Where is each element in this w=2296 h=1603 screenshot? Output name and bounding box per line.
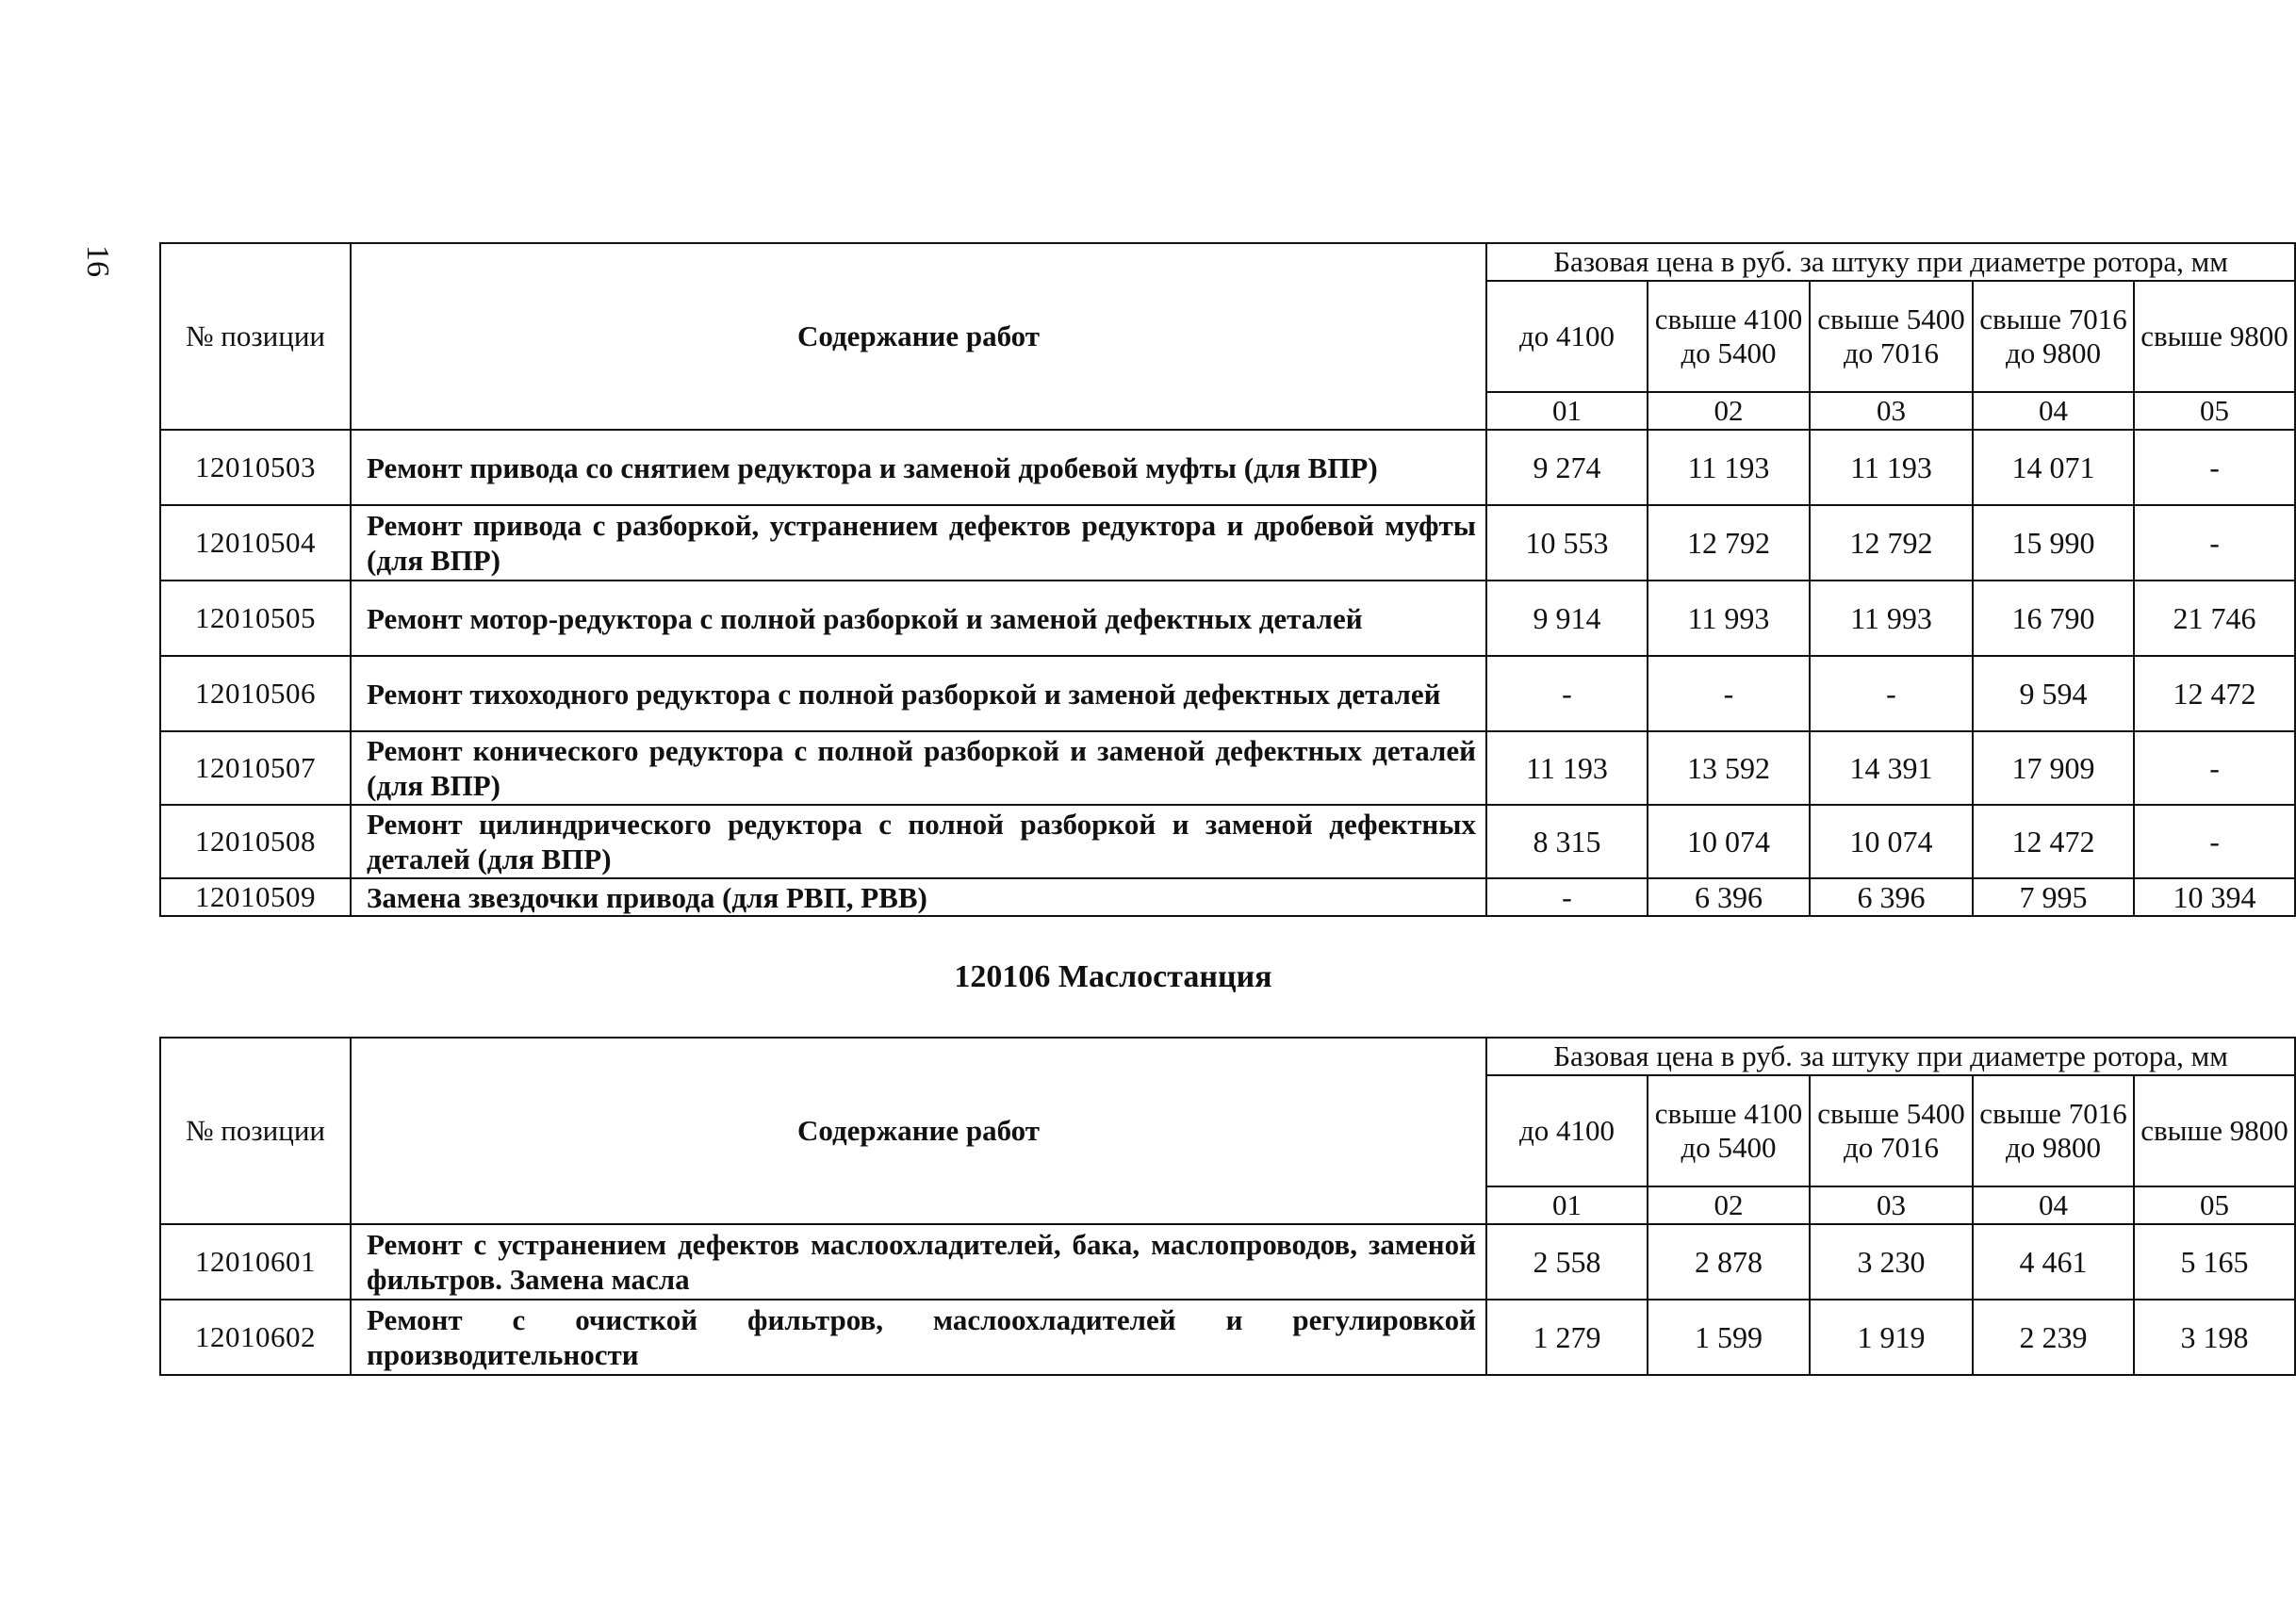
- price-cell: 8 315: [1486, 805, 1648, 878]
- price-cell: 14 071: [1973, 430, 2134, 505]
- work-description: Ремонт мотор-редуктора с полной разборкой и заменой дефектных деталей: [351, 581, 1486, 656]
- price-cell: 9 274: [1486, 430, 1648, 505]
- price-cell: 12 472: [1973, 805, 2134, 878]
- price-cell: 10 074: [1648, 805, 1810, 878]
- work-description: Замена звездочки привода (для РВП, РВВ): [351, 878, 1486, 916]
- price-cell: 3 230: [1810, 1224, 1973, 1300]
- work-description: Ремонт с устранением дефектов маслоохладителей, бака, маслопроводов, заменой фильтров. Замена масла: [351, 1224, 1486, 1300]
- diameter-range-header: свыше 9800: [2134, 1075, 2295, 1186]
- column-code: 04: [1973, 392, 2134, 430]
- table-row: [160, 581, 2295, 656]
- table-row: [160, 505, 2295, 581]
- price-cell: 6 396: [1648, 878, 1810, 916]
- price-group-header: Базовая цена в руб. за штуку при диаметре ротора, мм: [1486, 1038, 2295, 1075]
- diameter-range-header: свыше 4100 до 5400: [1648, 1075, 1810, 1186]
- price-cell: -: [2134, 805, 2295, 878]
- table-row: [160, 731, 2295, 805]
- position-code: 12010601: [160, 1224, 351, 1300]
- column-code: 02: [1648, 1186, 1810, 1224]
- price-cell: 21 746: [2134, 581, 2295, 656]
- price-table-2: [159, 1037, 2296, 1376]
- page-number: 16: [80, 245, 115, 277]
- column-code: 01: [1486, 392, 1648, 430]
- column-code: 01: [1486, 1186, 1648, 1224]
- position-code: 12010504: [160, 505, 351, 581]
- price-group-header: Базовая цена в руб. за штуку при диаметре ротора, мм: [1486, 243, 2295, 281]
- price-cell: 2 878: [1648, 1224, 1810, 1300]
- price-cell: 1 919: [1810, 1300, 1973, 1375]
- price-cell: 1 599: [1648, 1300, 1810, 1375]
- price-cell: 12 792: [1810, 505, 1973, 581]
- price-cell: 11 193: [1810, 430, 1973, 505]
- diameter-range-header: свыше 7016 до 9800: [1973, 281, 2134, 392]
- column-code: 03: [1810, 1186, 1973, 1224]
- price-cell: 17 909: [1973, 731, 2134, 805]
- price-cell: 5 165: [2134, 1224, 2295, 1300]
- price-cell: 12 472: [2134, 656, 2295, 731]
- price-cell: 14 391: [1810, 731, 1973, 805]
- price-cell: 11 193: [1486, 731, 1648, 805]
- content-header: Содержание работ: [351, 243, 1486, 430]
- price-cell: 1 279: [1486, 1300, 1648, 1375]
- position-code: 12010602: [160, 1300, 351, 1375]
- price-cell: -: [2134, 430, 2295, 505]
- price-cell: -: [1486, 656, 1648, 731]
- column-code: 05: [2134, 392, 2295, 430]
- position-code: 12010509: [160, 878, 351, 916]
- diameter-range-header: свыше 9800: [2134, 281, 2295, 392]
- content-header: Содержание работ: [351, 1038, 1486, 1224]
- position-code: 12010505: [160, 581, 351, 656]
- position-code: 12010508: [160, 805, 351, 878]
- price-cell: 13 592: [1648, 731, 1810, 805]
- table-row: [160, 430, 2295, 505]
- column-code: 04: [1973, 1186, 2134, 1224]
- work-description: Ремонт с очисткой фильтров, маслоохладителей и регулировкой производительности: [351, 1300, 1486, 1375]
- position-code: 12010503: [160, 430, 351, 505]
- price-cell: 12 792: [1648, 505, 1810, 581]
- price-table-1: [159, 242, 2296, 917]
- work-description: Ремонт конического редуктора с полной разборкой и заменой дефектных деталей (для ВПР): [351, 731, 1486, 805]
- price-cell: 10 074: [1810, 805, 1973, 878]
- position-header: № позиции: [160, 243, 351, 430]
- price-cell: -: [2134, 731, 2295, 805]
- price-cell: -: [1810, 656, 1973, 731]
- price-cell: 2 239: [1973, 1300, 2134, 1375]
- diameter-range-header: свыше 5400 до 7016: [1810, 1075, 1973, 1186]
- table-row: [160, 805, 2295, 878]
- price-cell: -: [2134, 505, 2295, 581]
- table-row: [160, 1300, 2295, 1375]
- position-code: 12010507: [160, 731, 351, 805]
- work-description: Ремонт привода со снятием редуктора и заменой дробевой муфты (для ВПР): [351, 430, 1486, 505]
- price-cell: 11 993: [1810, 581, 1973, 656]
- diameter-range-header: до 4100: [1486, 1075, 1648, 1186]
- price-cell: 2 558: [1486, 1224, 1648, 1300]
- diameter-range-header: свыше 7016 до 9800: [1973, 1075, 2134, 1186]
- work-description: Ремонт тихоходного редуктора с полной разборкой и заменой дефектных деталей: [351, 656, 1486, 731]
- price-cell: 10 394: [2134, 878, 2295, 916]
- table-row: [160, 878, 2295, 916]
- price-cell: 15 990: [1973, 505, 2134, 581]
- price-cell: 9 914: [1486, 581, 1648, 656]
- price-cell: 11 193: [1648, 430, 1810, 505]
- price-cell: 7 995: [1973, 878, 2134, 916]
- price-cell: 11 993: [1648, 581, 1810, 656]
- position-header: № позиции: [160, 1038, 351, 1224]
- column-code: 03: [1810, 392, 1973, 430]
- column-code: 05: [2134, 1186, 2295, 1224]
- table-row: [160, 656, 2295, 731]
- position-code: 12010506: [160, 656, 351, 731]
- price-cell: 4 461: [1973, 1224, 2134, 1300]
- table-row: [160, 1224, 2295, 1300]
- diameter-range-header: до 4100: [1486, 281, 1648, 392]
- price-cell: -: [1486, 878, 1648, 916]
- work-description: Ремонт цилиндрического редуктора с полной разборкой и заменой дефектных деталей (для ВПР): [351, 805, 1486, 878]
- price-cell: -: [1648, 656, 1810, 731]
- diameter-range-header: свыше 4100 до 5400: [1648, 281, 1810, 392]
- price-cell: 10 553: [1486, 505, 1648, 581]
- diameter-range-header: свыше 5400 до 7016: [1810, 281, 1973, 392]
- price-cell: 6 396: [1810, 878, 1973, 916]
- work-description: Ремонт привода с разборкой, устранением дефектов редуктора и дробевой муфты (для ВПР): [351, 505, 1486, 581]
- price-cell: 3 198: [2134, 1300, 2295, 1375]
- column-code: 02: [1648, 392, 1810, 430]
- section-title: 120106 Маслостанция: [954, 959, 1272, 994]
- price-cell: 9 594: [1973, 656, 2134, 731]
- price-cell: 16 790: [1973, 581, 2134, 656]
